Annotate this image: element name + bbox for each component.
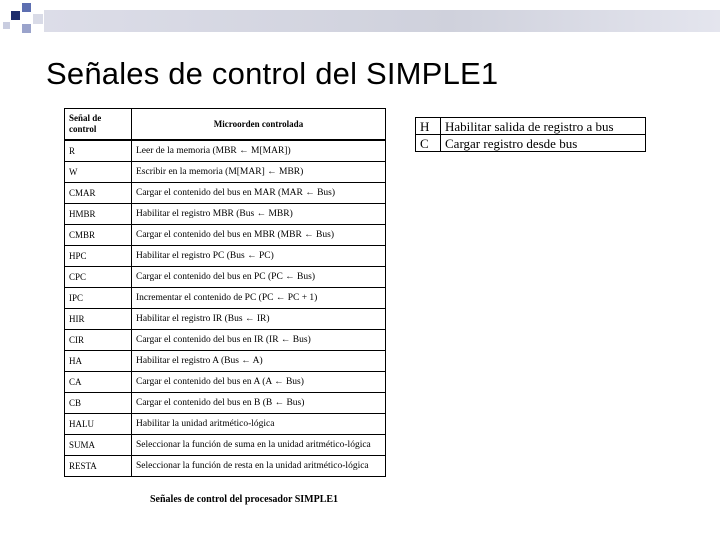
legend-key: H <box>416 118 441 135</box>
signal-cell: HA <box>65 351 132 372</box>
description-cell: Incrementar el contenido de PC (PC ← PC + 1) <box>132 288 386 309</box>
table-body <box>65 140 386 477</box>
signal-cell: W <box>65 162 132 183</box>
table-header-row <box>65 109 386 141</box>
signal-cell: SUMA <box>65 435 132 456</box>
legend-row <box>416 118 646 135</box>
legend-text: Cargar registro desde bus <box>441 135 646 152</box>
decor-square-pale <box>33 14 43 24</box>
signal-cell: R <box>65 140 132 162</box>
description-cell: Habilitar el registro IR (Bus ← IR) <box>132 309 386 330</box>
description-cell: Seleccionar la función de resta en la unidad aritmético-lógica <box>132 456 386 477</box>
signal-cell: HPC <box>65 246 132 267</box>
legend-table <box>415 117 646 152</box>
signal-cell: CPC <box>65 267 132 288</box>
description-cell: Cargar el contenido del bus en A (A ← Bus) <box>132 372 386 393</box>
table-row <box>65 330 386 351</box>
legend-text: Habilitar salida de registro a bus <box>441 118 646 135</box>
signal-cell: IPC <box>65 288 132 309</box>
description-cell: Cargar el contenido del bus en MAR (MAR ← Bus) <box>132 183 386 204</box>
table-row <box>65 140 386 162</box>
header-strip <box>44 10 720 32</box>
control-signals-table <box>64 108 386 477</box>
signal-cell: RESTA <box>65 456 132 477</box>
description-cell: Habilitar el registro MBR (Bus ← MBR) <box>132 204 386 225</box>
table-row <box>65 414 386 435</box>
table-row <box>65 351 386 372</box>
description-cell: Cargar el contenido del bus en IR (IR ← Bus) <box>132 330 386 351</box>
table-row <box>65 267 386 288</box>
legend-row <box>416 135 646 152</box>
table-row <box>65 225 386 246</box>
table-row <box>65 183 386 204</box>
header-signal: Señal de control <box>65 109 132 141</box>
decor-square-faint <box>3 22 10 29</box>
signal-cell: CB <box>65 393 132 414</box>
table-row <box>65 162 386 183</box>
description-cell: Cargar el contenido del bus en PC (PC ← Bus) <box>132 267 386 288</box>
signal-cell: CMAR <box>65 183 132 204</box>
table-row <box>65 435 386 456</box>
signal-cell: HMBR <box>65 204 132 225</box>
decor-square-light <box>22 24 31 33</box>
description-cell: Leer de la memoria (MBR ← M[MAR]) <box>132 140 386 162</box>
table-row <box>65 246 386 267</box>
description-cell: Cargar el contenido del bus en MBR (MBR ← Bus) <box>132 225 386 246</box>
decor-square-dark <box>11 11 20 20</box>
signal-cell: HALU <box>65 414 132 435</box>
table-row <box>65 456 386 477</box>
legend-key: C <box>416 135 441 152</box>
decor-square-mid <box>22 3 31 12</box>
header-micro: Microorden controlada <box>132 109 386 141</box>
table-caption: Señales de control del procesador SIMPLE1 <box>150 494 339 505</box>
table-row <box>65 372 386 393</box>
description-cell: Seleccionar la función de suma en la unidad aritmético-lógica <box>132 435 386 456</box>
description-cell: Escribir en la memoria (M[MAR] ← MBR) <box>132 162 386 183</box>
table-row <box>65 393 386 414</box>
signal-cell: HIR <box>65 309 132 330</box>
description-cell: Cargar el contenido del bus en B (B ← Bus) <box>132 393 386 414</box>
table-row <box>65 309 386 330</box>
slide-title: Señales de control del SIMPLE1 <box>46 56 499 91</box>
description-cell: Habilitar la unidad aritmético-lógica <box>132 414 386 435</box>
signal-cell: CA <box>65 372 132 393</box>
signal-cell: CMBR <box>65 225 132 246</box>
description-cell: Habilitar el registro A (Bus ← A) <box>132 351 386 372</box>
signal-cell: CIR <box>65 330 132 351</box>
table-row <box>65 288 386 309</box>
table-row <box>65 204 386 225</box>
description-cell: Habilitar el registro PC (Bus ← PC) <box>132 246 386 267</box>
